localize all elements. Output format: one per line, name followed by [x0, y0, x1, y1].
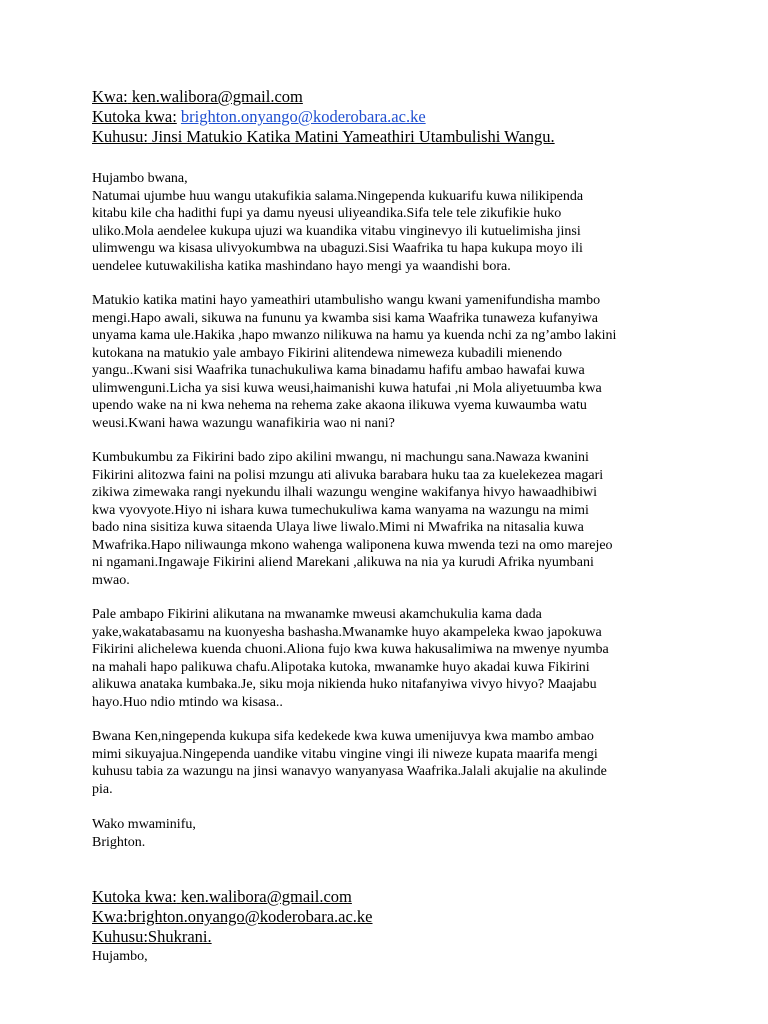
- document-page: [92, 87, 692, 966]
- paragraph-line: Mwafrika.Hapo niliwaunga mkono wahenga waliponena kuwa mwenda tezi na omo marejeo: [92, 537, 613, 553]
- email1-paragraph-3: [92, 449, 692, 589]
- paragraph-line: na mahali hapo palikuwa chafu.Alipotaka kutoka, mwanamke huyo akadai kuwa Fikirini: [92, 659, 590, 675]
- paragraph-line: pia.: [92, 781, 113, 797]
- email2-subject-label: Kuhusu:: [92, 927, 148, 946]
- paragraph-line: weusi.Kwani hawa wazungu wanafikiria wao ni nani?: [92, 415, 395, 431]
- email2-from-value: ken.walibora@gmail.com: [180, 887, 352, 906]
- email2-to-value: brighton.onyango@koderobara.ac.ke: [127, 907, 373, 926]
- email1-header: [92, 87, 692, 147]
- paragraph-line: ulimwenguni.Licha ya sisi kuwa weusi,haimanishi kuwa hatufai ,ni Mola aliyetuumba kwa: [92, 380, 602, 396]
- paragraph-line: kuhusu tabia za wazungu na jinsi wanavyo wanyanyasa Waafrika.Jalali akujalie na akulinde: [92, 764, 607, 779]
- email1-subject-label: Kuhusu:: [92, 127, 148, 146]
- paragraph-line: alikuwa anataka kumbaka.Je, siku moja nikienda huko nitafanyiwa vivyo hivyo? Maajabu: [92, 677, 597, 692]
- paragraph-line: ulimwengu wa kisasa ulivyokumbwa na ubaguzi.Sisi Waafrika tu hapa kukupa moyo ili: [92, 241, 583, 256]
- email2-to-line: [92, 907, 692, 927]
- email1-to-line: [92, 87, 692, 107]
- email1-paragraph-5: [92, 728, 692, 798]
- email1-paragraph-2: [92, 292, 692, 432]
- email2-to-label: Kwa:: [92, 907, 128, 926]
- email2-subject-line: [92, 927, 692, 947]
- email1-to-value: ken.walibora@gmail.com: [131, 87, 303, 106]
- email1-closing: Wako mwaminifu,: [92, 817, 196, 832]
- paragraph-line: kwa vyovyote.Hiyo ni ishara kuwa tumechukuliwa kama wanyama na wazungu na mimi: [92, 502, 589, 518]
- paragraph-line: unyama kama ule.Hakika ,hapo mwanzo nilikuwa na hamu ya kuenda nchi za ng’ambo lakini: [92, 328, 617, 343]
- email2-from-label: Kutoka kwa:: [92, 887, 177, 906]
- paragraph-line: mimi sikuyajua.Ningependa uandike vitabu vingine vingi ili niweze kupata maarifa mengi: [92, 746, 598, 762]
- paragraph-line: yangu..Kwani sisi Waafrika tunachukuliwa kama binadamu hafifu ambao hawafai kuwa: [92, 363, 585, 378]
- paragraph-line: Matukio katika matini hayo yameathiri utambulisho wangu kwani yamenifundisha mambo: [92, 293, 601, 308]
- paragraph-line: mengi.Hapo awali, sikuwa na fununu ya kwamba sisi kama Waafrika tunaweza kufanyiwa: [92, 310, 598, 326]
- email1-subject-value: Jinsi Matukio Katika Matini Yameathiri Utambulishi Wangu.: [152, 127, 555, 146]
- email2-greeting: Hujambo,: [92, 949, 148, 964]
- email1-to-label: Kwa:: [92, 87, 128, 106]
- paragraph-line: Kumbukumbu za Fikirini bado zipo akilini mwangu, ni machungu sana.Nawaza kwanini: [92, 450, 589, 465]
- paragraph-line: uliko.Mola aendelee kukupa ujuzi wa kuandika vitabu vinginevyo ili kutuelimisha jinsi: [92, 223, 581, 239]
- email1-paragraph-4: [92, 606, 692, 711]
- email1-signature: Brighton.: [92, 834, 146, 850]
- email2-header: [92, 887, 692, 947]
- paragraph-line: upendo wake na ni kwa nehema na rehema zake akaona ilikuwa vyema kuwaumba watu: [92, 398, 587, 413]
- paragraph-line: kutokana na matukio yale ambayo Fikirini alitendewa nimeweza kubadili mienendo: [92, 345, 563, 361]
- paragraph-line: yake,wakatabasamu na kuonyesha bashasha.Mwanamke huyo akampeleka kwao japokuwa: [92, 624, 602, 640]
- paragraph-line: bado nina sisitiza kuwa sitaenda Ulaya liwe liwalo.Mimi ni Mwafrika na nitasalia kuwa: [92, 520, 584, 535]
- email1-greeting: Hujambo bwana,: [92, 171, 188, 186]
- email1-from-label: Kutoka kwa:: [92, 107, 177, 126]
- email2-from-line: [92, 887, 692, 907]
- paragraph-line: hayo.Huo ndio mtindo wa kisasa..: [92, 694, 283, 710]
- paragraph-line: zikiwa zimewaka rangi nyekundu ilhali wazungu wengine wakifanya hivyo hawaadhibiwi: [92, 485, 598, 500]
- paragraph-line: Bwana Ken,ningependa kukupa sifa kedekede kwa kuwa umenijuvya kwa mambo ambao: [92, 729, 594, 744]
- email2-subject-value: Shukrani.: [147, 927, 212, 946]
- email1-paragraph-1: [92, 188, 692, 276]
- paragraph-line: Fikirini alichelewa kuenda chuoni.Aliona fujo kwa kuwa hakusalimiwa na mwenye nyumba: [92, 642, 609, 657]
- paragraph-line: uendelee kutuwakilisha katika mashindano hayo mengi ya waandishi bora.: [92, 258, 511, 274]
- email1-from-line: [92, 107, 692, 127]
- paragraph-line: mwao.: [92, 572, 130, 588]
- paragraph-line: kitabu kile cha hadithi fupi ya damu nyeusi uliyeandika.Sifa tele tele zikufikie huko: [92, 206, 562, 221]
- paragraph-line: Natumai ujumbe huu wangu utakufikia salama.Ningependa kukuarifu kuwa nilikipenda: [92, 188, 584, 204]
- email1-subject-line: [92, 127, 692, 147]
- paragraph-line: ni ngamani.Ingawaje Fikirini aliend Marekani ,alikuwa na nia ya kurudi Afrika nyumbani: [92, 555, 594, 570]
- email1-from-link[interactable]: brighton.onyango@koderobara.ac.ke: [180, 107, 426, 126]
- paragraph-line: Pale ambapo Fikirini alikutana na mwanamke mweusi akamchukulia kama dada: [92, 607, 542, 622]
- paragraph-line: Fikirini alitozwa faini na polisi mzungu ati alivuka barabara huku taa za kuelekezea magari: [92, 467, 604, 483]
